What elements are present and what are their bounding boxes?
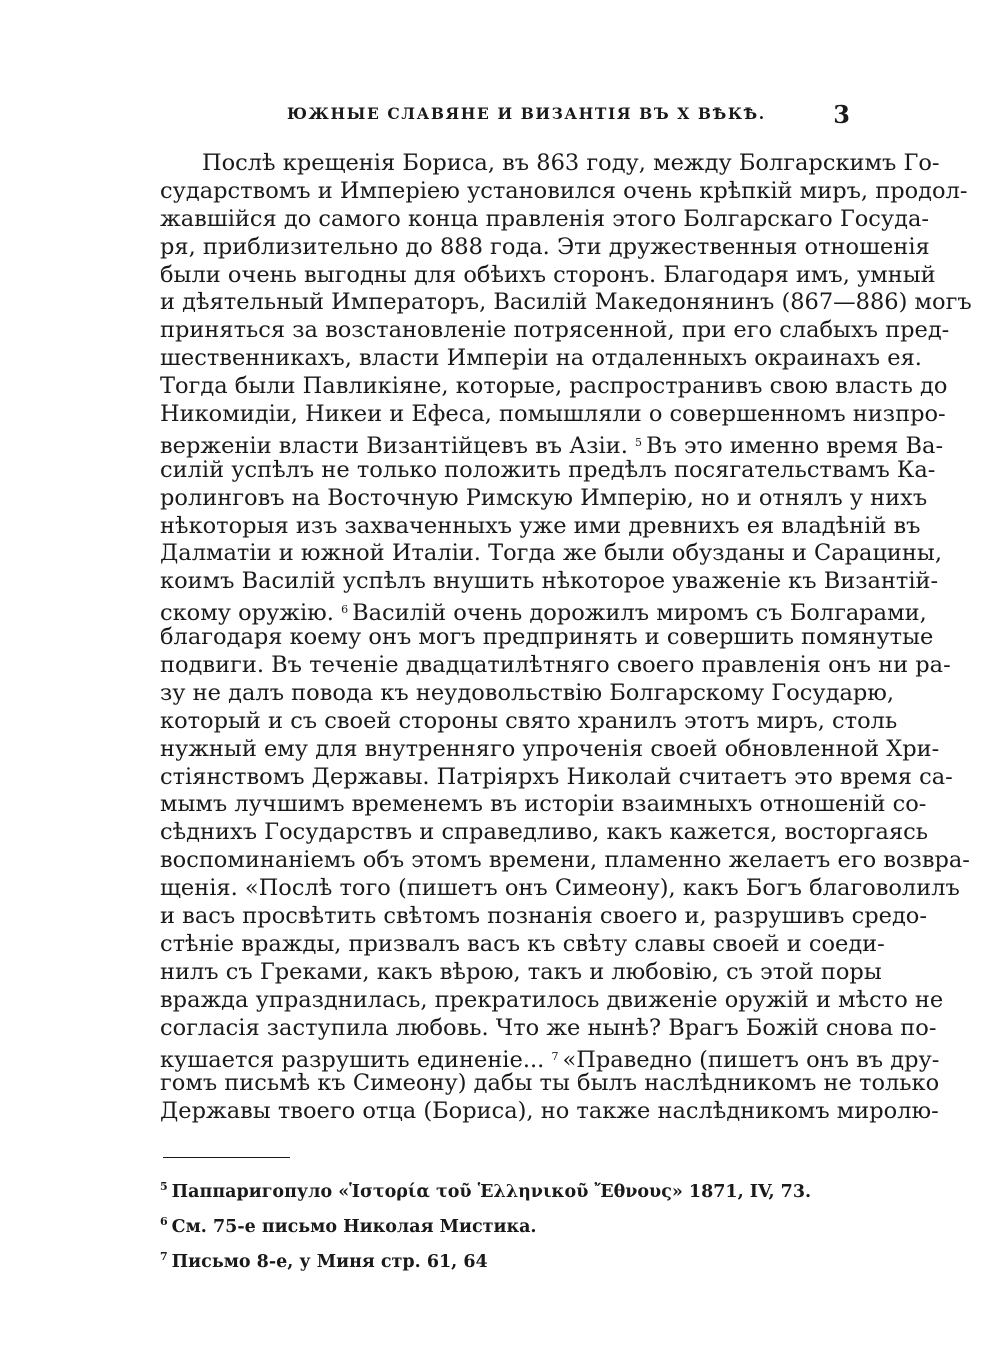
text-line: Тогда были Павликіяне, которые, распространивъ свою власть до	[160, 373, 948, 400]
text-line: жавшійся до самого конца правленія этого Болгарскаго Госуда-	[160, 205, 929, 232]
text-line: ря, приблизительно до 888 года. Эти дружественныя отношенія	[160, 233, 930, 260]
text-line-with-footnote	[160, 1043, 940, 1073]
text-line: шественникахъ, власти Имперіи на отдаленныхъ окраинахъ ея.	[160, 345, 922, 372]
text-fragment: Въ это именно время Ва-	[646, 432, 944, 459]
footnote-ref: 5	[635, 435, 643, 449]
text-line: Никомидіи, Никеи и Ефеса, помышляли о совершенномъ низпро-	[160, 401, 946, 428]
text-line: Послѣ крещенія Бориса, въ 863 году, между Болгарскимъ Го-	[202, 150, 940, 176]
footnote-text: Письмо 8-е, у Миня стр. 61, 64	[171, 1252, 488, 1272]
page-number: 3	[833, 100, 850, 129]
text-line: нѣкоторыя изъ захваченныхъ уже ими древнихъ ея владѣній въ	[160, 512, 921, 539]
text-line: гомъ письмѣ къ Симеону) дабы ты былъ наслѣдникомъ не только	[160, 1070, 940, 1097]
text-line: зу не далъ повода къ неудовольствію Болгарскому Государю,	[160, 679, 894, 706]
footnote	[160, 1242, 850, 1277]
text-fragment: кушается разрушить единеніе...	[160, 1046, 545, 1073]
text-line: стіянствомъ Державы. Патріярхъ Николай считаетъ это время са-	[160, 763, 953, 790]
footnote-text: Паппаригопуло «Ἱστορία τοῦ Ἑλληνικοῦ Ἔθνους» 1871, IV, 73.	[171, 1182, 812, 1202]
text-line: согласія заступила любовь. Что же нынѣ? Врагъ Божій снова по-	[160, 1014, 937, 1041]
footnotes	[160, 1172, 850, 1277]
text-line: Далматіи и южной Италіи. Тогда же были обузданы и Сарацины,	[160, 540, 942, 567]
text-line: коимъ Василій успѣлъ внушить нѣкоторое уваженіе къ Византій-	[160, 568, 939, 595]
text-line: воспоминаніемъ объ этомъ времени, пламенно желаетъ его возвра-	[160, 847, 970, 874]
footnote-divider	[163, 1157, 290, 1158]
footnote-ref: 6	[341, 603, 349, 617]
text-line: были очень выгодны для обѣихъ сторонъ. Благодаря имъ, умный	[160, 261, 936, 288]
footnote-number: 5	[160, 1180, 168, 1193]
text-fragment: верженіи власти Византійцевъ въ Азіи.	[160, 432, 628, 459]
text-line: и васъ просвѣтить свѣтомъ познанія своего и, разрушивъ средо-	[160, 903, 927, 930]
text-line: приняться за возстановленіе потрясенной, при его слабыхъ пред-	[160, 317, 950, 344]
text-line-with-footnote	[160, 596, 927, 627]
footnote-number: 6	[160, 1215, 168, 1228]
text-fragment: скому оружію.	[160, 600, 334, 627]
text-fragment: «Праведно (пишетъ онъ въ дру-	[562, 1046, 940, 1073]
text-line: вражда упразднилась, прекратилось движеніе оружій и мѣсто не	[160, 986, 944, 1013]
footnote-text: См. 75-е письмо Николая Мистика.	[171, 1217, 537, 1237]
text-line: нужный ему для внутренняго упроченія своей обновленной Хри-	[160, 735, 940, 762]
text-line: сѣднихъ Государствъ и справедливо, какъ кажется, восторгаясь	[160, 819, 929, 846]
footnote-number: 7	[160, 1250, 168, 1263]
text-line: стѣніе вражды, призвалъ васъ къ свѣту славы своей и соеди-	[160, 930, 885, 957]
text-line: и дѣятельный Императоръ, Василій Македонянинъ (867—886) могъ	[160, 289, 972, 316]
text-line: который и съ своей стороны свято хранилъ этотъ миръ, столь	[160, 707, 898, 734]
text-line: ролинговъ на Восточную Римскую Имперію, но и отнялъ у нихъ	[160, 484, 928, 511]
running-head	[160, 100, 850, 130]
text-line: нилъ съ Греками, какъ вѣрою, такъ и любовію, съ этой поры	[160, 958, 882, 985]
footnote	[160, 1207, 850, 1242]
footnote-ref: 7	[551, 1049, 559, 1063]
running-title: ЮЖНЫЕ СЛАВЯНЕ И ВИЗАНТІЯ ВЪ X ВѢКѢ.	[287, 104, 766, 123]
text-line: Державы твоего отца (Бориса), но также наслѣдникомъ миролю-	[160, 1098, 939, 1125]
text-line: подвиги. Въ теченіе двадцатилѣтняго своего правленія онъ ни ра-	[160, 652, 951, 679]
footnote	[160, 1172, 850, 1207]
text-fragment: Василій очень дорожилъ миромъ съ Болгарами,	[352, 600, 927, 627]
body-text	[160, 150, 972, 1126]
text-line: силій успѣлъ не только положить предѣлъ посягательствамъ Ка-	[160, 456, 936, 483]
text-line: мымъ лучшимъ временемъ въ исторіи взаимныхъ отношеній со-	[160, 791, 927, 818]
text-line: благодаря коему онъ могъ предпринять и совершить помянутые	[160, 624, 934, 651]
text-line-with-footnote	[160, 429, 944, 459]
text-line: щенія. «Послѣ того (пишетъ онъ Симеону), какъ Богъ благоволилъ	[160, 875, 960, 902]
text-line: сударствомъ и Имперіею установился очень крѣпкій миръ, продол-	[160, 177, 968, 204]
